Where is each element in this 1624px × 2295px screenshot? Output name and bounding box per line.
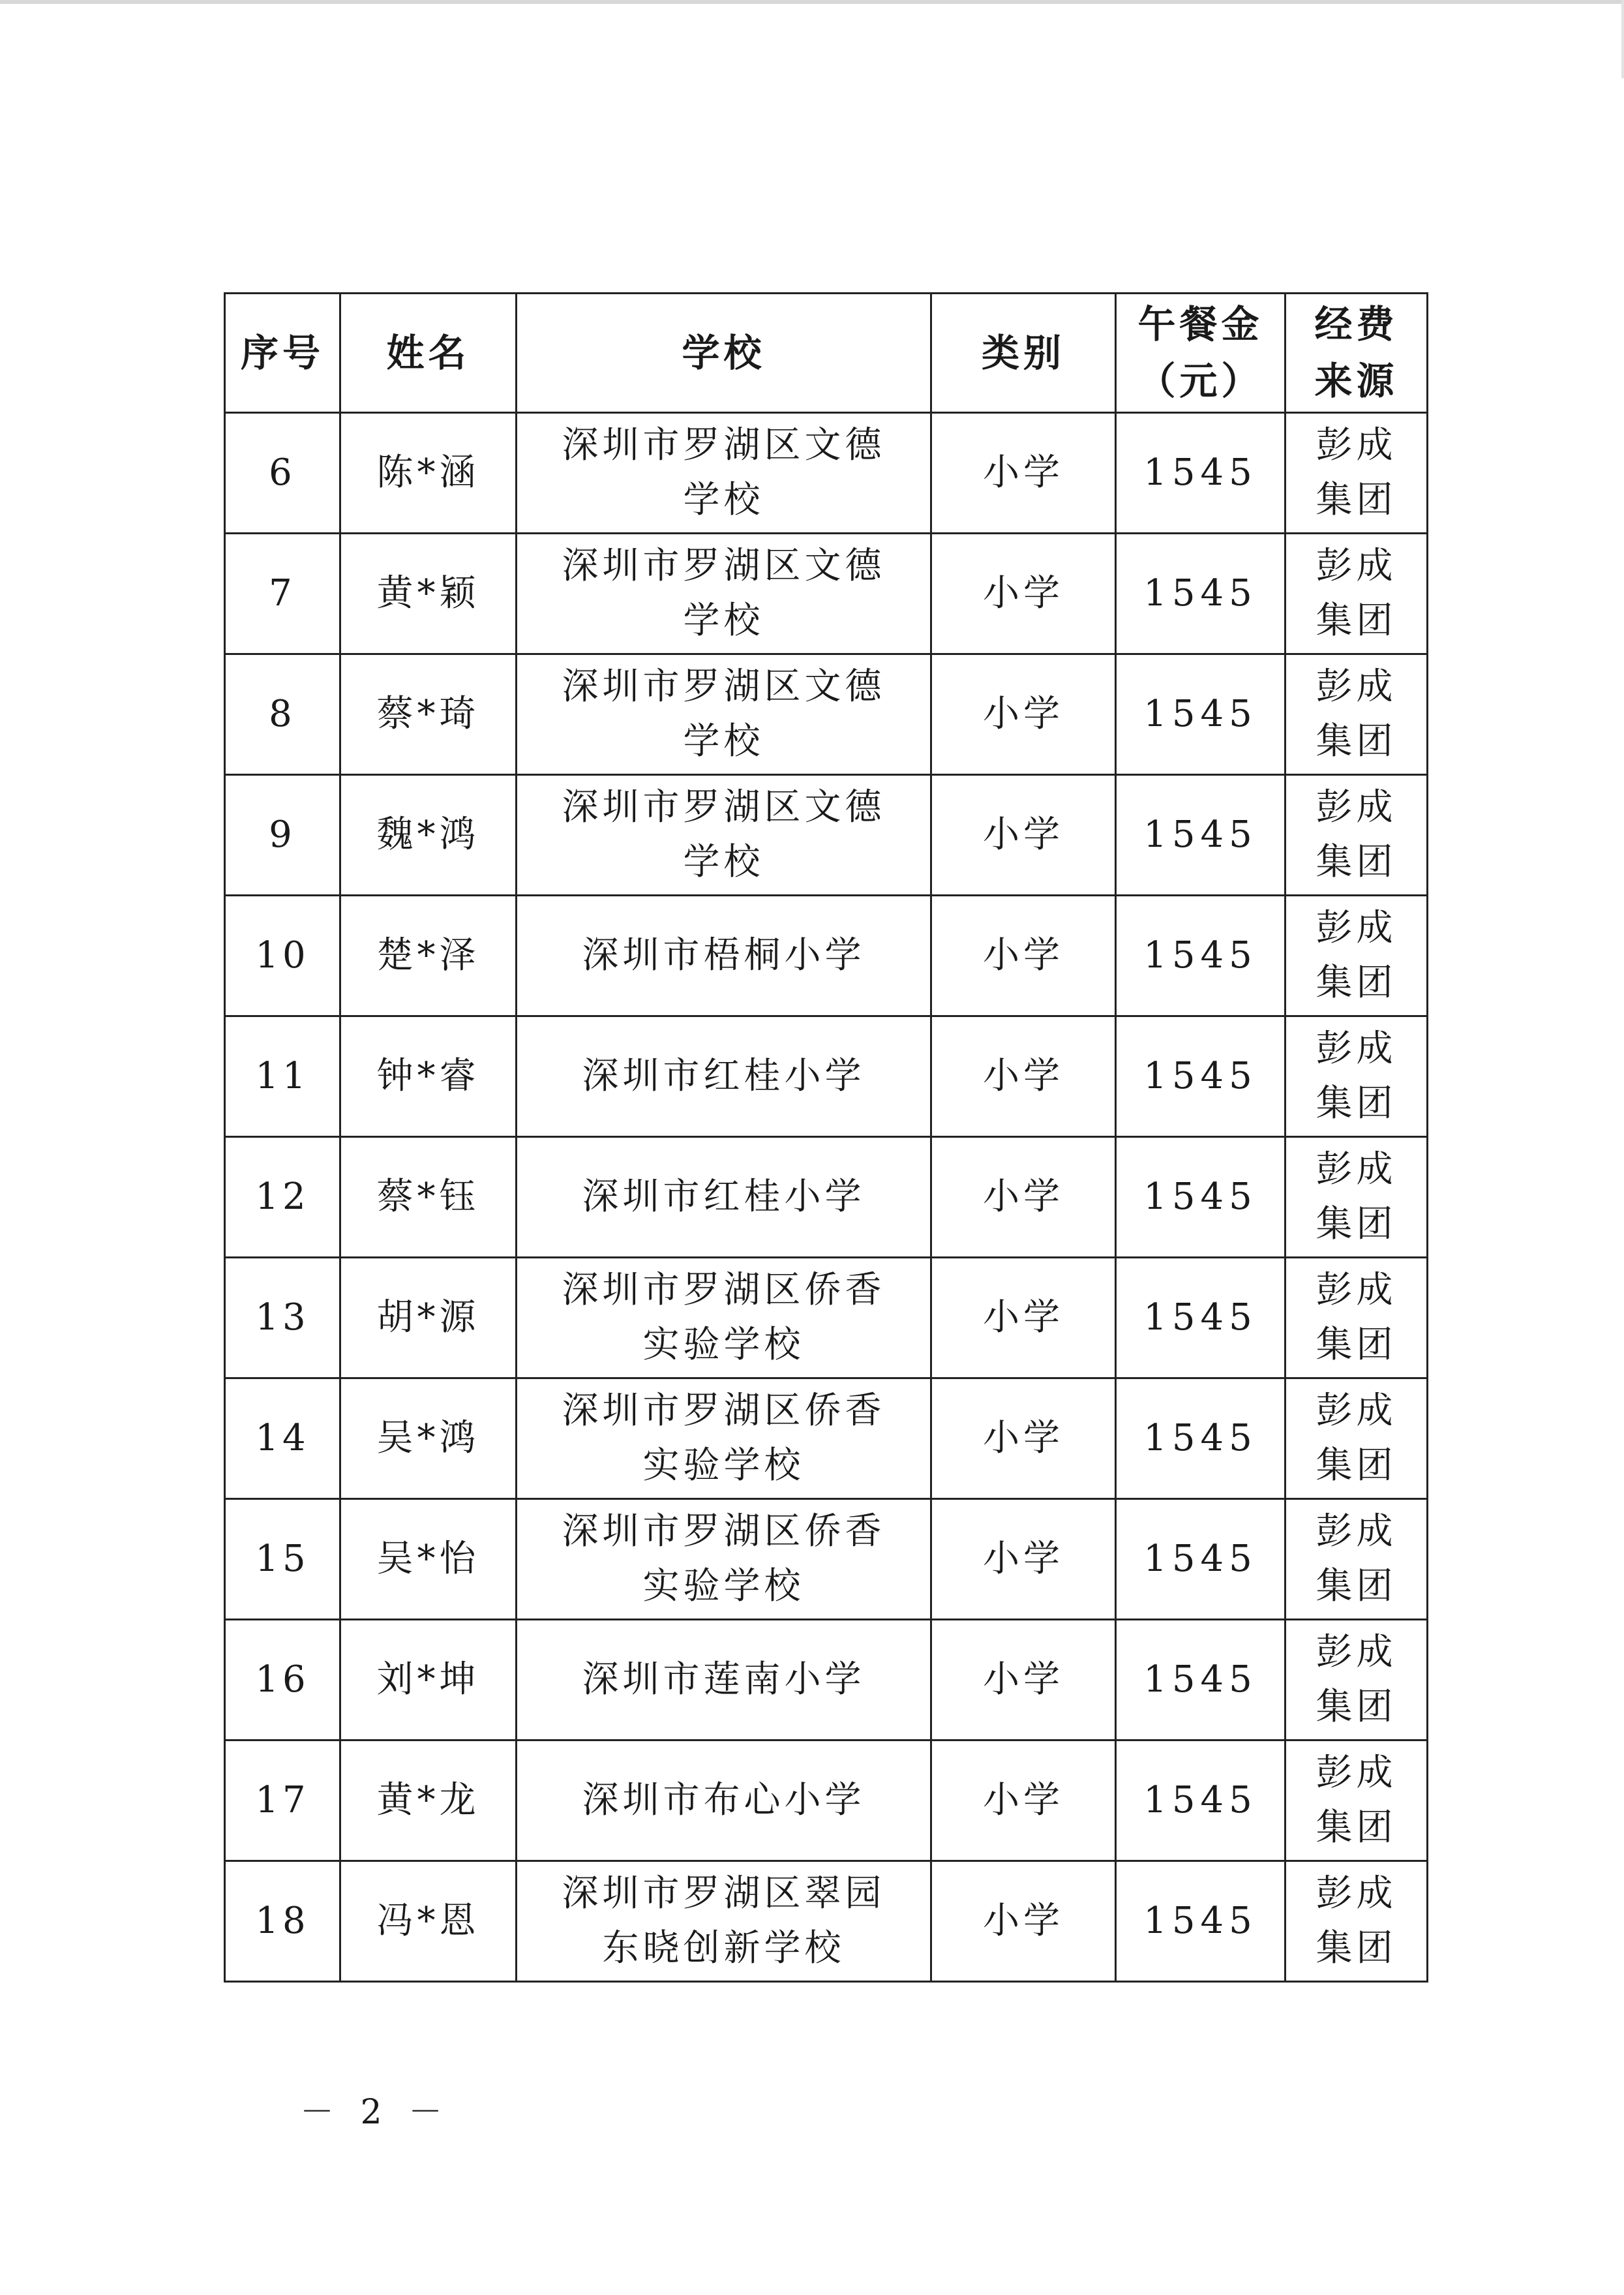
row-amount-cell [1116,654,1286,775]
row-school-cell [517,1740,931,1861]
row-amount-cell [1116,1499,1286,1620]
table-row [225,775,1428,896]
row-name-cell [340,1378,517,1499]
row-name-cell [340,413,517,534]
row-amount: 1545 [1143,1538,1257,1580]
header-school-label: 学校 [682,330,766,375]
row-source: 彭成集团 [1316,1269,1397,1366]
header-source [1286,294,1428,413]
row-amount-cell [1116,1137,1286,1258]
row-amount-cell [1116,1740,1286,1861]
header-no [225,294,340,413]
header-name [340,294,517,413]
row-school-cell [517,1861,931,1982]
scan-right-edge [1621,0,1624,78]
row-school-cell [517,1258,931,1378]
row-category-cell [931,1620,1116,1740]
row-no: 17 [255,1779,310,1821]
row-no-cell [225,1258,340,1378]
row-category-cell [931,1016,1116,1137]
row-amount-cell [1116,1378,1286,1499]
table-row [225,896,1428,1016]
row-amount: 1545 [1143,934,1257,977]
row-category: 小学 [983,813,1064,856]
header-source-label: 经费来源 [1314,302,1398,403]
row-amount: 1545 [1143,1176,1257,1218]
row-school: 深圳市罗湖区文德学校 [562,545,886,642]
row-no: 9 [269,813,296,856]
row-school-cell [517,534,931,654]
row-name-cell [340,534,517,654]
row-source: 彭成集团 [1316,545,1397,642]
row-no: 16 [255,1658,310,1701]
row-no-cell [225,1378,340,1499]
row-amount-cell [1116,775,1286,896]
row-name: 黄*龙 [376,1779,480,1821]
row-amount: 1545 [1143,813,1257,856]
page-number: － 2 － [300,2093,451,2132]
row-name: 蔡*琦 [376,693,480,735]
row-school: 深圳市莲南小学 [582,1658,865,1701]
row-source-cell [1286,1861,1428,1982]
row-no-cell [225,1499,340,1620]
row-source: 彭成集团 [1316,1390,1397,1487]
row-name-cell [340,1258,517,1378]
row-category: 小学 [983,572,1064,615]
table-row [225,413,1428,534]
row-school-cell [517,1137,931,1258]
header-school [517,294,931,413]
scan-top-edge [0,0,1624,4]
row-source-cell [1286,1740,1428,1861]
header-category [931,294,1116,413]
row-no-cell [225,1620,340,1740]
row-category: 小学 [983,1658,1064,1701]
row-name: 陈*涵 [376,451,480,494]
row-name: 黄*颖 [376,572,480,615]
row-name-cell [340,775,517,896]
row-category-cell [931,896,1116,1016]
row-category-cell [931,775,1116,896]
row-name-cell [340,654,517,775]
row-school-cell [517,896,931,1016]
row-amount: 1545 [1143,1055,1257,1097]
row-category-cell [931,1258,1116,1378]
row-name-cell [340,1137,517,1258]
table-row [225,534,1428,654]
row-no-cell [225,1861,340,1982]
row-category: 小学 [983,1900,1064,1942]
row-source-cell [1286,1137,1428,1258]
row-amount: 1545 [1143,1779,1257,1821]
row-source: 彭成集团 [1316,424,1397,521]
row-school: 深圳市罗湖区文德学校 [562,786,886,883]
row-category-cell [931,1740,1116,1861]
row-school: 深圳市罗湖区侨香实验学校 [562,1390,886,1487]
row-source-cell [1286,775,1428,896]
row-category: 小学 [983,934,1064,977]
row-source: 彭成集团 [1316,1872,1397,1969]
row-school-cell [517,413,931,534]
row-source: 彭成集团 [1316,786,1397,883]
row-category: 小学 [983,451,1064,494]
row-source: 彭成集团 [1316,1027,1397,1125]
row-name: 胡*源 [376,1296,480,1339]
row-source-cell [1286,896,1428,1016]
row-name: 冯*恩 [376,1900,480,1942]
row-name: 吴*鸿 [376,1417,480,1459]
row-no: 7 [269,572,296,615]
row-category: 小学 [983,1055,1064,1097]
row-no: 13 [255,1296,310,1339]
row-name: 钟*睿 [376,1055,480,1097]
row-category-cell [931,1137,1116,1258]
row-source-cell [1286,1620,1428,1740]
row-school-cell [517,1016,931,1137]
row-category: 小学 [983,693,1064,735]
row-no-cell [225,775,340,896]
row-no: 12 [255,1176,310,1218]
row-no-cell [225,1137,340,1258]
row-name: 蔡*钰 [376,1176,480,1218]
row-no: 15 [255,1538,310,1580]
row-category-cell [931,1861,1116,1982]
lunch-subsidy-table [224,292,1428,1983]
row-amount: 1545 [1143,1658,1257,1701]
row-category-cell [931,654,1116,775]
table-row [225,1620,1428,1740]
row-name-cell [340,1861,517,1982]
row-source: 彭成集团 [1316,1510,1397,1607]
table-row [225,1861,1428,1982]
row-school: 深圳市罗湖区文德学校 [562,665,886,763]
header-no-label: 序号 [240,330,324,375]
row-category: 小学 [983,1176,1064,1218]
row-category-cell [931,534,1116,654]
row-name: 刘*坤 [376,1658,480,1701]
row-source-cell [1286,1016,1428,1137]
row-category: 小学 [983,1779,1064,1821]
row-category-cell [931,1499,1116,1620]
row-source: 彭成集团 [1316,1148,1397,1245]
row-name-cell [340,1620,517,1740]
row-source-cell [1286,1499,1428,1620]
row-no-cell [225,1740,340,1861]
row-no: 8 [269,693,296,735]
row-school: 深圳市罗湖区侨香实验学校 [562,1269,886,1366]
row-category-cell [931,413,1116,534]
row-amount: 1545 [1143,1900,1257,1942]
row-amount-cell [1116,1016,1286,1137]
row-amount-cell [1116,896,1286,1016]
row-school: 深圳市梧桐小学 [582,934,865,977]
row-source: 彭成集团 [1316,1631,1397,1728]
row-source: 彭成集团 [1316,907,1397,1004]
row-name: 吴*怡 [376,1538,480,1580]
row-school-cell [517,1378,931,1499]
table-header-row [225,294,1428,413]
row-school-cell [517,1620,931,1740]
row-school-cell [517,1499,931,1620]
row-source: 彭成集团 [1316,665,1397,763]
row-school: 深圳市罗湖区文德学校 [562,424,886,521]
row-amount-cell [1116,1861,1286,1982]
row-no: 6 [269,451,296,494]
header-name-label: 姓名 [386,330,470,375]
table-row [225,1740,1428,1861]
row-no: 14 [255,1417,310,1459]
header-amount [1116,294,1286,413]
row-amount: 1545 [1143,1296,1257,1339]
row-name-cell [340,1499,517,1620]
row-name-cell [340,1016,517,1137]
row-school: 深圳市罗湖区侨香实验学校 [562,1510,886,1607]
row-category: 小学 [983,1538,1064,1580]
row-school: 深圳市红桂小学 [582,1176,865,1218]
table-row [225,1499,1428,1620]
row-source-cell [1286,413,1428,534]
row-amount: 1545 [1143,572,1257,615]
row-amount-cell [1116,1258,1286,1378]
row-no-cell [225,1016,340,1137]
row-source-cell [1286,1258,1428,1378]
table-row [225,654,1428,775]
row-source-cell [1286,534,1428,654]
row-amount-cell [1116,413,1286,534]
row-no-cell [225,896,340,1016]
row-name-cell [340,1740,517,1861]
row-no: 10 [255,934,310,977]
row-name-cell [340,896,517,1016]
row-school: 深圳市罗湖区翠园东晓创新学校 [562,1872,886,1969]
row-amount-cell [1116,534,1286,654]
row-category: 小学 [983,1296,1064,1339]
header-amount-label: 午餐金（元） [1137,302,1263,403]
row-source-cell [1286,654,1428,775]
row-category-cell [931,1378,1116,1499]
row-source-cell [1286,1378,1428,1499]
row-no-cell [225,534,340,654]
table-row [225,1016,1428,1137]
row-no-cell [225,413,340,534]
row-amount: 1545 [1143,451,1257,494]
row-amount: 1545 [1143,693,1257,735]
row-school-cell [517,654,931,775]
header-category-label: 类别 [981,330,1065,375]
row-school-cell [517,775,931,896]
row-category: 小学 [983,1417,1064,1459]
row-name: 魏*鸿 [376,813,480,856]
row-school: 深圳市红桂小学 [582,1055,865,1097]
table-row [225,1378,1428,1499]
row-source: 彭成集团 [1316,1752,1397,1849]
row-no-cell [225,654,340,775]
row-school: 深圳市布心小学 [582,1779,865,1821]
row-no: 18 [255,1900,310,1942]
row-amount-cell [1116,1620,1286,1740]
table-row [225,1258,1428,1378]
row-no: 11 [255,1055,310,1097]
row-name: 楚*泽 [376,934,480,977]
table-body [225,413,1428,1982]
table-row [225,1137,1428,1258]
row-amount: 1545 [1143,1417,1257,1459]
